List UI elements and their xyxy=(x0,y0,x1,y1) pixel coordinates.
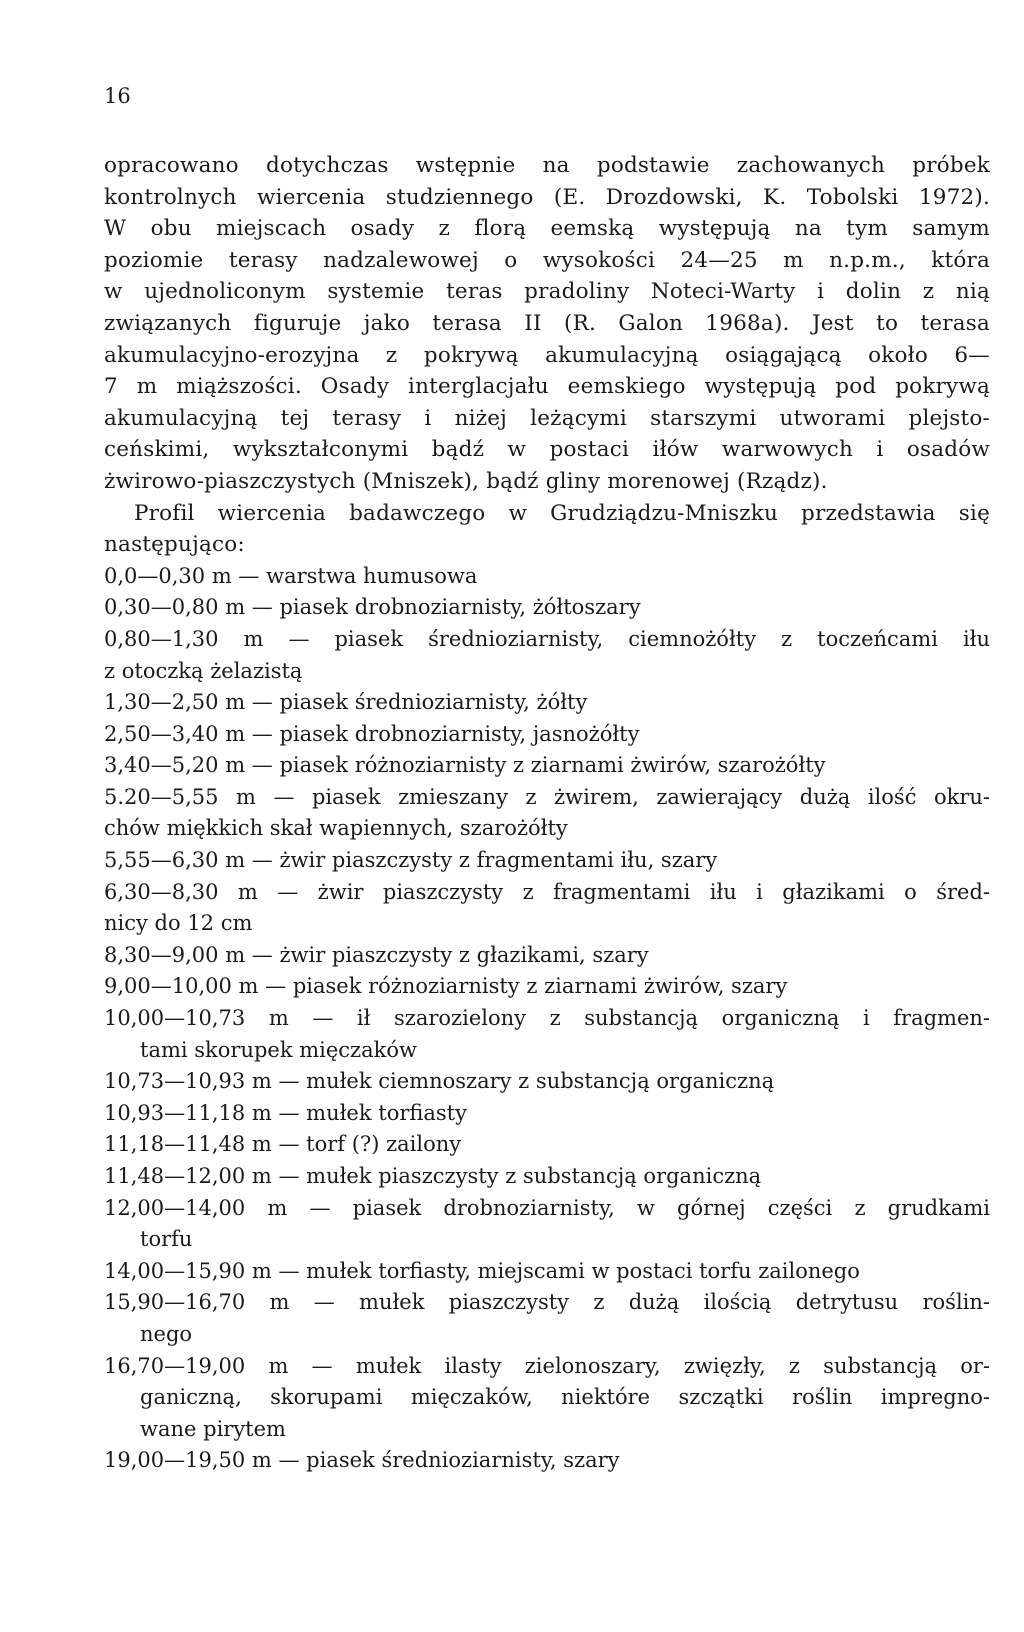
text-line: poziomie terasy nadzalewowej o wysokości 24—25 m n.p.m., która xyxy=(104,247,990,273)
text-line: żwirowo-piaszczystych (Mniszek), bądź gliny morenowej (Rządz). xyxy=(104,468,828,494)
profile-entry-line: z otoczką żelazistą xyxy=(104,658,303,683)
profile-entry xyxy=(104,1098,990,1130)
profile-entry-line: 10,73—10,93 m — mułek ciemnoszary z substancją organiczną xyxy=(104,1069,775,1094)
text-line: akumulacyjno-erozyjna z pokrywą akumulacyjną osiągającą około 6— xyxy=(104,342,990,368)
profile-entry-line: 2,50—3,40 m — piasek drobnoziarnisty, jasnożółty xyxy=(104,721,640,746)
profile-entry-line: 8,30—9,00 m — żwir piaszczysty z głazikami, szary xyxy=(104,942,649,967)
profile-entry-line: 12,00—14,00 m — piasek drobnoziarnisty, w górnej części z grudkami xyxy=(104,1195,990,1220)
profile-entry xyxy=(104,624,990,687)
profile-entry xyxy=(104,719,990,751)
profile-entry xyxy=(104,1161,990,1193)
profile-entry xyxy=(104,561,990,593)
profile-entry xyxy=(104,845,990,877)
profile-entry-line: chów miękkich skał wapiennych, szarożółty xyxy=(104,816,568,841)
profile-entry xyxy=(104,971,990,1003)
profile-entry-line: tami skorupek mięczaków xyxy=(140,1037,417,1062)
profile-entry xyxy=(104,687,990,719)
profile-entry xyxy=(104,1129,990,1161)
profile-entry xyxy=(104,782,990,845)
profile-entry xyxy=(104,1445,990,1477)
profile-entry-line: 10,00—10,73 m — ił szarozielony z substancją organiczną i fragmen- xyxy=(104,1006,990,1031)
text-line: w ujednoliconym systemie teras pradoliny Noteci-Warty i dolin z nią xyxy=(104,279,990,305)
profile-entry-line: 1,30—2,50 m — piasek średnioziarnisty, żółty xyxy=(104,690,588,715)
profile-entry-line: 0,0—0,30 m — warstwa humusowa xyxy=(104,563,478,588)
text-line: kontrolnych wiercenia studziennego (E. Drozdowski, K. Tobolski 1972). xyxy=(104,184,990,210)
profile-entry-line: torfu xyxy=(140,1227,193,1252)
paragraph-intro xyxy=(104,150,990,498)
profile-entry-line: 19,00—19,50 m — piasek średnioziarnisty, szary xyxy=(104,1448,620,1473)
text-line: W obu miejscach osady z florą eemską występują na tym samym xyxy=(104,216,990,242)
profile-entry-line: wane pirytem xyxy=(140,1416,286,1441)
text-line: akumulacyjną tej terasy i niżej leżącymi starszymi utworami plejsto- xyxy=(104,405,990,431)
profile-entry xyxy=(104,940,990,972)
profile-entry-line: nicy do 12 cm xyxy=(104,911,253,936)
text-line: Profil wiercenia badawczego w Grudziądzu-Mniszku przedstawia się xyxy=(134,500,990,526)
profile-entry xyxy=(104,1351,990,1446)
profile-entry-line: 14,00—15,90 m — mułek torfiasty, miejscami w postaci torfu zailonego xyxy=(104,1258,860,1283)
profile-entry xyxy=(104,1256,990,1288)
profile-entry-line: 3,40—5,20 m — piasek różnoziarnisty z ziarnami żwirów, szarożółty xyxy=(104,753,826,778)
profile-entry-line: nego xyxy=(140,1321,193,1346)
profile-entry-line: 11,18—11,48 m — torf (?) zailony xyxy=(104,1132,462,1157)
paragraph-profile-intro xyxy=(104,498,990,561)
body-text xyxy=(104,150,990,1477)
profile-entry xyxy=(104,1287,990,1350)
text-line: opracowano dotychczas wstępnie na podstawie zachowanych próbek xyxy=(104,153,990,178)
text-line: następująco: xyxy=(104,532,245,558)
profile-entry xyxy=(104,750,990,782)
profile-entry-line: 5.20—5,55 m — piasek zmieszany z żwirem, zawierający dużą ilość okru- xyxy=(104,784,990,809)
profile-entry-line: ganiczną, skorupami mięczaków, niektóre szczątki roślin impregno- xyxy=(140,1385,990,1410)
profile-entry-line: 0,80—1,30 m — piasek średnioziarnisty, ciemnożółty z toczeńcami iłu xyxy=(104,626,990,651)
profile-entry xyxy=(104,592,990,624)
profile-entry xyxy=(104,877,990,940)
text-line: 7 m miąższości. Osady interglacjału eemskiego występują pod pokrywą xyxy=(104,374,990,400)
profile-entry xyxy=(104,1003,990,1066)
text-line: związanych figuruje jako terasa II (R. Galon 1968a). Jest to terasa xyxy=(104,310,990,336)
profile-entry xyxy=(104,1066,990,1098)
borehole-profile-list xyxy=(104,561,990,1477)
profile-entry-line: 0,30—0,80 m — piasek drobnoziarnisty, żółtoszary xyxy=(104,595,641,620)
profile-entry-line: 15,90—16,70 m — mułek piaszczysty z dużą ilością detrytusu roślin- xyxy=(104,1290,990,1315)
profile-entry-line: 10,93—11,18 m — mułek torfiasty xyxy=(104,1100,467,1125)
profile-entry-line: 9,00—10,00 m — piasek różnoziarnisty z ziarnami żwirów, szary xyxy=(104,974,788,999)
profile-entry-line: 11,48—12,00 m — mułek piaszczysty z substancją organiczną xyxy=(104,1164,762,1188)
text-line: ceńskimi, wykształconymi bądź w postaci iłów warwowych i osadów xyxy=(104,437,990,463)
profile-entry-line: 16,70—19,00 m — mułek ilasty zielonoszary, zwięzły, z substancją or- xyxy=(104,1353,990,1378)
profile-entry-line: 5,55—6,30 m — żwir piaszczysty z fragmentami iłu, szary xyxy=(104,848,718,873)
page-number: 16 xyxy=(104,84,131,108)
profile-entry-line: 6,30—8,30 m — żwir piaszczysty z fragmentami iłu i głazikami o śred- xyxy=(104,879,990,904)
profile-entry xyxy=(104,1193,990,1256)
